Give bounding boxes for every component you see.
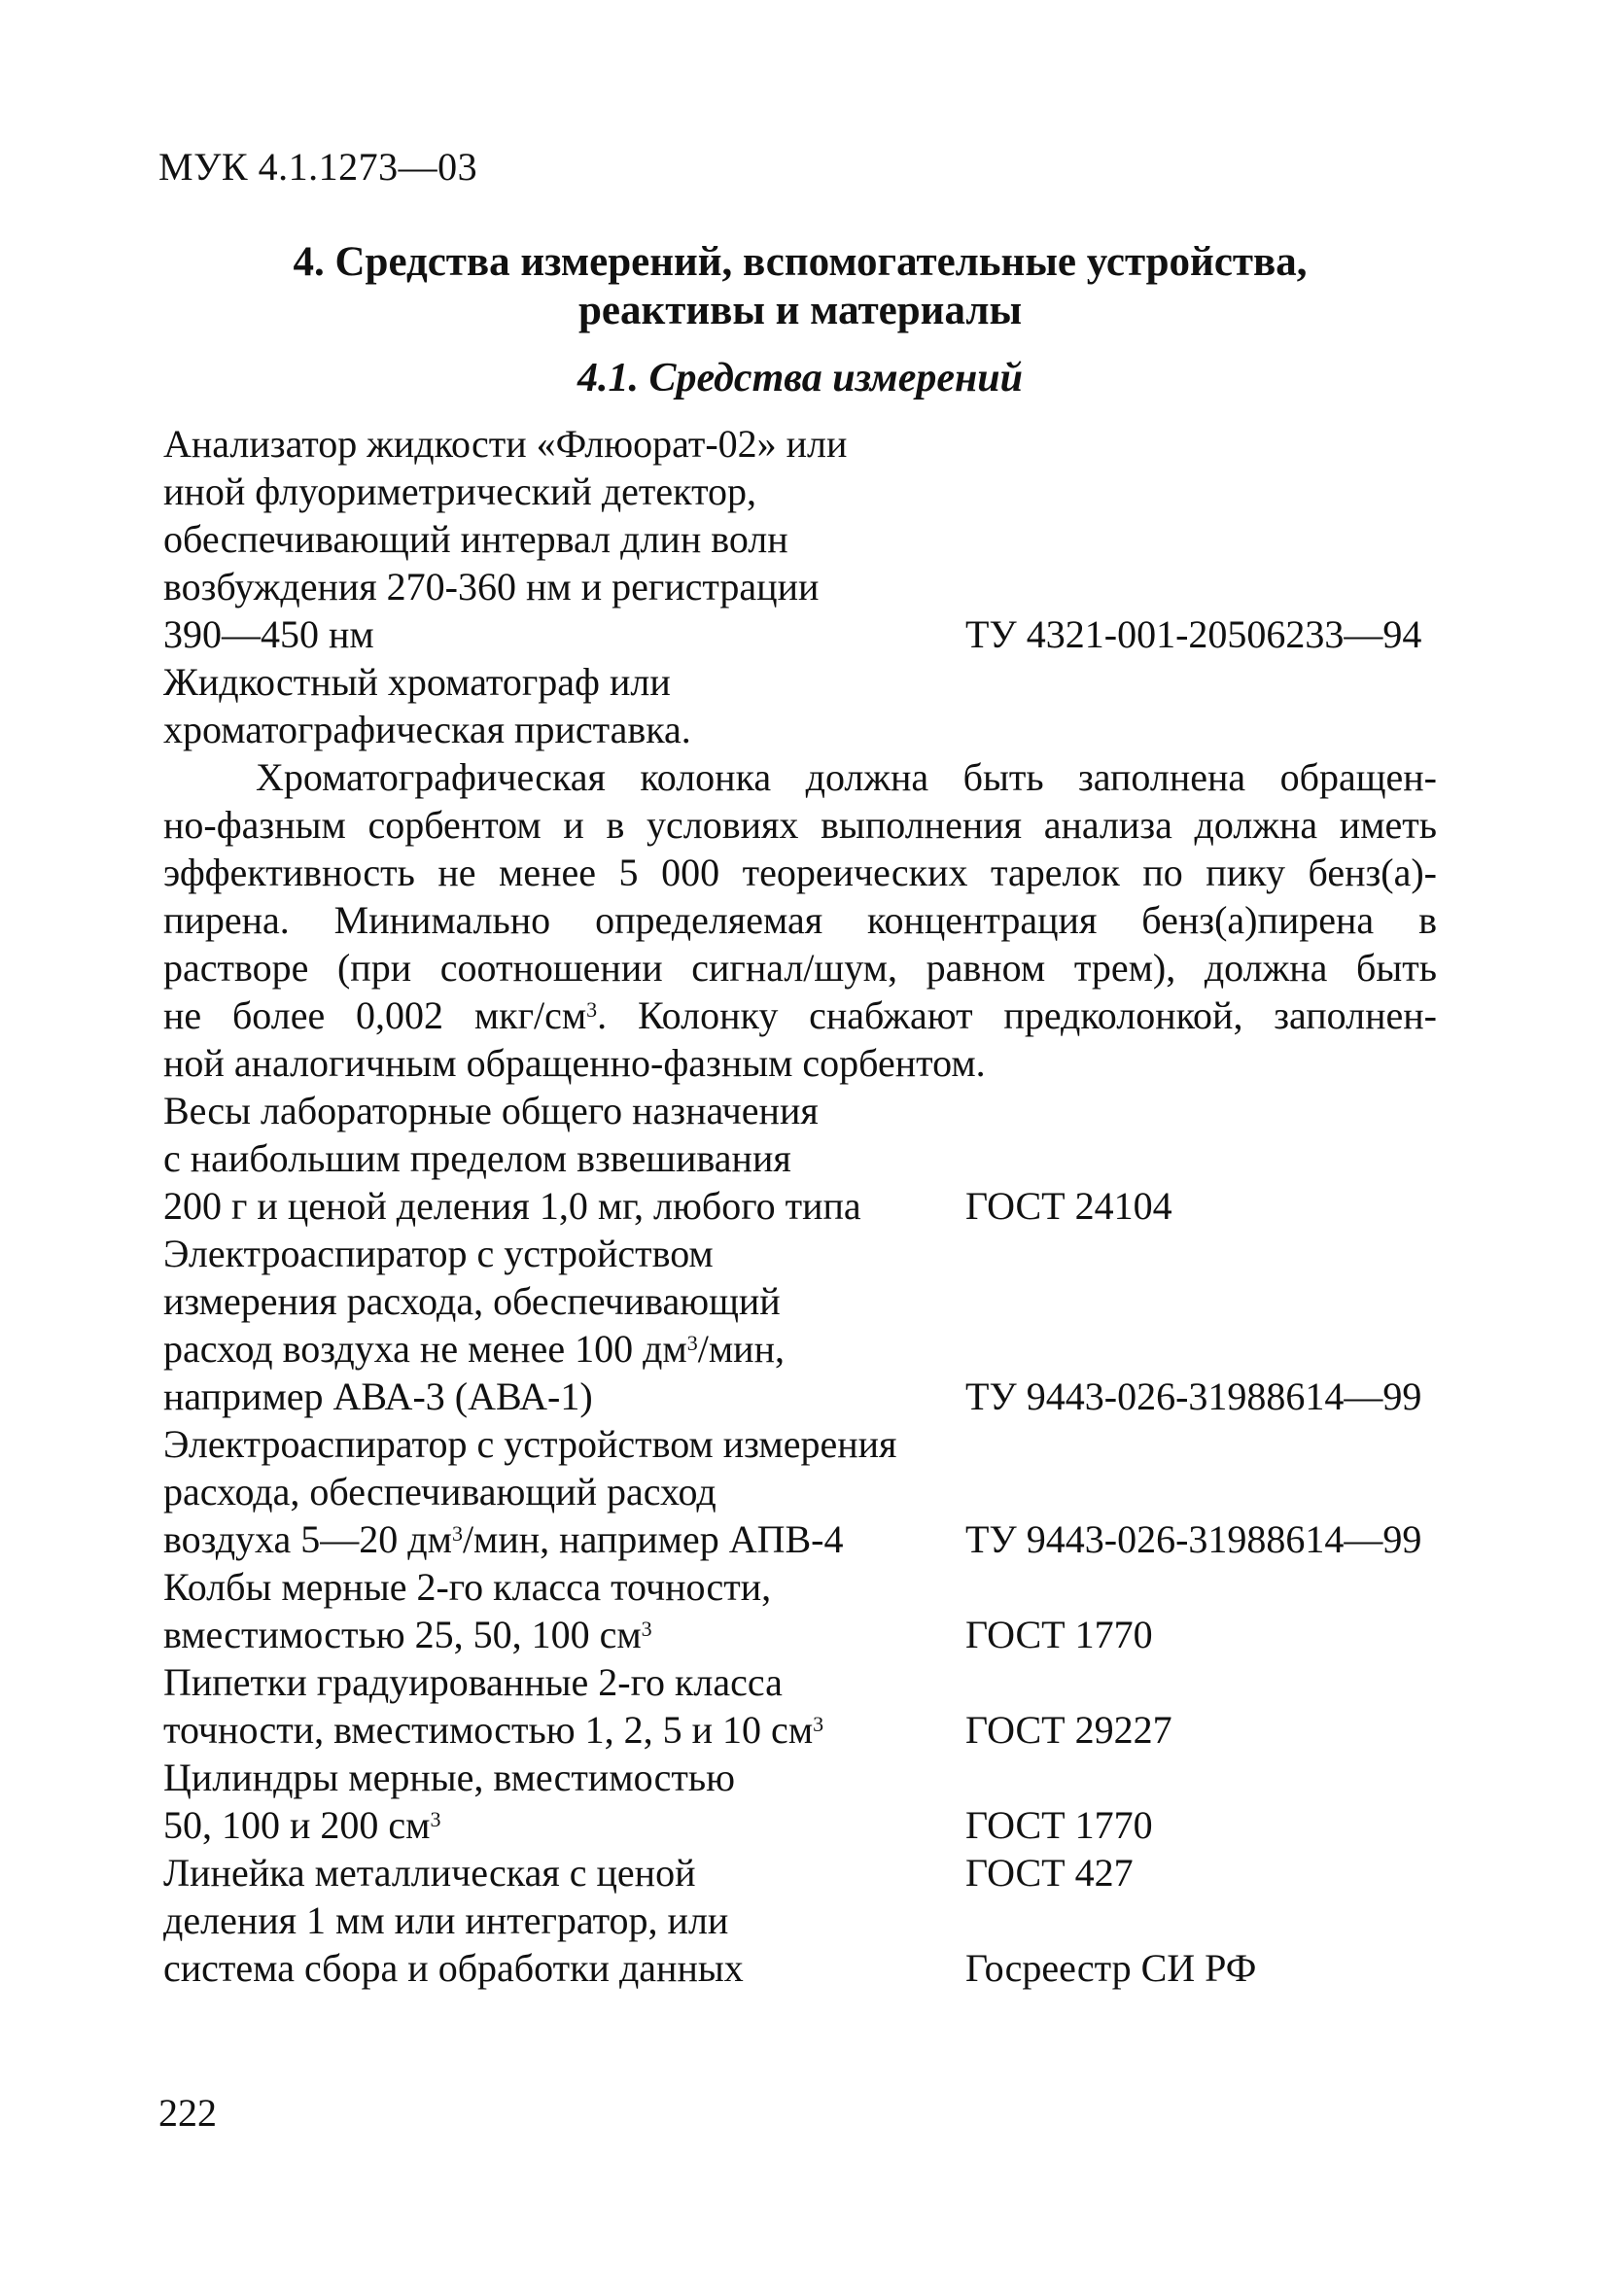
description-line: обеспечивающий интервал длин волн: [163, 517, 788, 561]
subsection-title: 4.1. Средства измерений: [577, 356, 1024, 400]
standard-reference: ТУ 4321-001-20506233—94: [965, 612, 1422, 656]
description-line: [163, 1515, 970, 1563]
equipment-description: [163, 420, 970, 658]
equipment-item: [163, 1420, 1447, 1563]
equipment-item: [163, 658, 1447, 753]
equipment-item: [163, 1658, 1447, 1754]
standard-reference: ГОСТ 1770: [965, 1613, 1153, 1656]
page-number: 222: [158, 2091, 217, 2135]
description-text: расход воздуха не менее 100 дм: [163, 1327, 687, 1371]
equipment-item: [163, 1563, 1447, 1658]
equipment-description: [163, 1420, 970, 1563]
description-text: /мин, например АПВ-4: [462, 1517, 844, 1561]
document-code: МУК 4.1.1273—03: [158, 145, 478, 189]
section-title: [158, 238, 1442, 335]
paragraph-line: эффективность не менее 5 000 теореических тарелок по пику бенз(а)-: [163, 851, 1437, 894]
paragraph-line: Хроматографическая колонка должна быть заполнена обращен-: [256, 755, 1437, 799]
description-line: Пипетки градуированные 2-го класса: [163, 1660, 783, 1704]
description-line: [163, 1325, 970, 1373]
equipment-description: [163, 1849, 970, 1992]
equipment-item: [163, 1230, 1447, 1420]
equipment-item: [163, 420, 1447, 658]
standard-reference: ТУ 9443-026-31988614—99: [965, 1517, 1422, 1561]
description-text: воздуха 5—20 дм: [163, 1517, 452, 1561]
superscript: 3: [430, 1807, 441, 1831]
standard-reference: ГОСТ 24104: [965, 1184, 1172, 1228]
standard-reference: ТУ 9443-026-31988614—99: [965, 1374, 1422, 1418]
equipment-item: [163, 1849, 1447, 1992]
equipment-description: [163, 658, 970, 753]
section-title-line: 4. Средства измерений, вспомогательные устройства,: [293, 239, 1308, 285]
equipment-item: [163, 1087, 1447, 1230]
superscript: 3: [586, 997, 598, 1022]
description-text: точности, вместимостью 1, 2, 5 и 10 см: [163, 1708, 814, 1752]
description-line: Линейка металлическая с ценой: [163, 1851, 696, 1895]
superscript: 3: [641, 1617, 652, 1641]
description-text: вместимостью 25, 50, 100 см: [163, 1613, 642, 1656]
paragraph-line-text: растворе (при соотношении сигнал/шум, равном трем), должна быть: [163, 946, 1437, 990]
description-line: хроматографическая приставка.: [163, 708, 691, 751]
description-line: Колбы мерные 2-го класса точности,: [163, 1565, 772, 1609]
description-line: возбуждения 270-360 нм и регистрации: [163, 565, 820, 609]
superscript: 3: [686, 1331, 698, 1355]
equipment-description: [163, 1230, 970, 1420]
description-line: 390—450 нм: [163, 612, 374, 656]
equipment-description: [163, 1087, 970, 1230]
paragraph-line-text: . Колонку снабжают предколонкой, заполнен-: [597, 993, 1437, 1037]
section-title-line: реактивы и материалы: [577, 288, 1023, 333]
description-line: Электроаспиратор с устройством измерения: [163, 1422, 897, 1466]
registry-reference: Госреестр СИ РФ: [965, 1946, 1257, 1990]
equipment-description: [163, 1658, 970, 1754]
description-text: /мин,: [697, 1327, 785, 1371]
description-line: иной флуориметрический детектор,: [163, 470, 757, 513]
description-text: 50, 100 и 200 см: [163, 1803, 431, 1847]
paragraph-line: [163, 944, 1437, 991]
standard-reference: ГОСТ 29227: [965, 1708, 1172, 1752]
description-line: система сбора и обработки данных: [163, 1946, 744, 1990]
superscript: 3: [813, 1712, 824, 1736]
description-line: [163, 1611, 970, 1658]
description-line: Цилиндры мерные, вместимостью: [163, 1756, 735, 1799]
paragraph-line: пирена. Минимально определяемая концентрация бенз(а)пирена в: [163, 898, 1437, 942]
description-line: расхода, обеспечивающий расход: [163, 1470, 717, 1513]
description-line: например АВА-3 (АВА-1): [163, 1374, 593, 1418]
paragraph-line: но-фазным сорбентом и в условиях выполнения анализа должна иметь: [163, 803, 1437, 847]
description-line: Жидкостный хроматограф или: [163, 660, 671, 704]
standard-reference: ГОСТ 427: [965, 1851, 1134, 1895]
superscript: 3: [451, 1521, 463, 1546]
paragraph-line: ной аналогичным обращенно-фазным сорбентом.: [163, 1041, 986, 1085]
description-line: [163, 1706, 970, 1754]
description-line: измерения расхода, обеспечивающий: [163, 1279, 781, 1323]
description-line: Электроаспиратор с устройством: [163, 1232, 714, 1275]
paragraph-line-text: не более 0,002 мкг/см: [163, 993, 587, 1037]
description-line: 200 г и ценой деления 1,0 мг, любого типа: [163, 1184, 861, 1228]
standard-reference: ГОСТ 1770: [965, 1803, 1153, 1847]
equipment-description: [163, 1754, 970, 1849]
equipment-item: [163, 1754, 1447, 1849]
column-requirements-paragraph: [163, 753, 1437, 1087]
description-line: [163, 1801, 970, 1849]
paragraph-line: [163, 991, 1437, 1039]
equipment-description: [163, 1563, 970, 1658]
description-line: Анализатор жидкости «Флюорат-02» или: [163, 422, 848, 466]
description-line: с наибольшим пределом взвешивания: [163, 1136, 791, 1180]
description-line: Весы лабораторные общего назначения: [163, 1089, 819, 1132]
description-line: деления 1 мм или интегратор, или: [163, 1898, 729, 1942]
